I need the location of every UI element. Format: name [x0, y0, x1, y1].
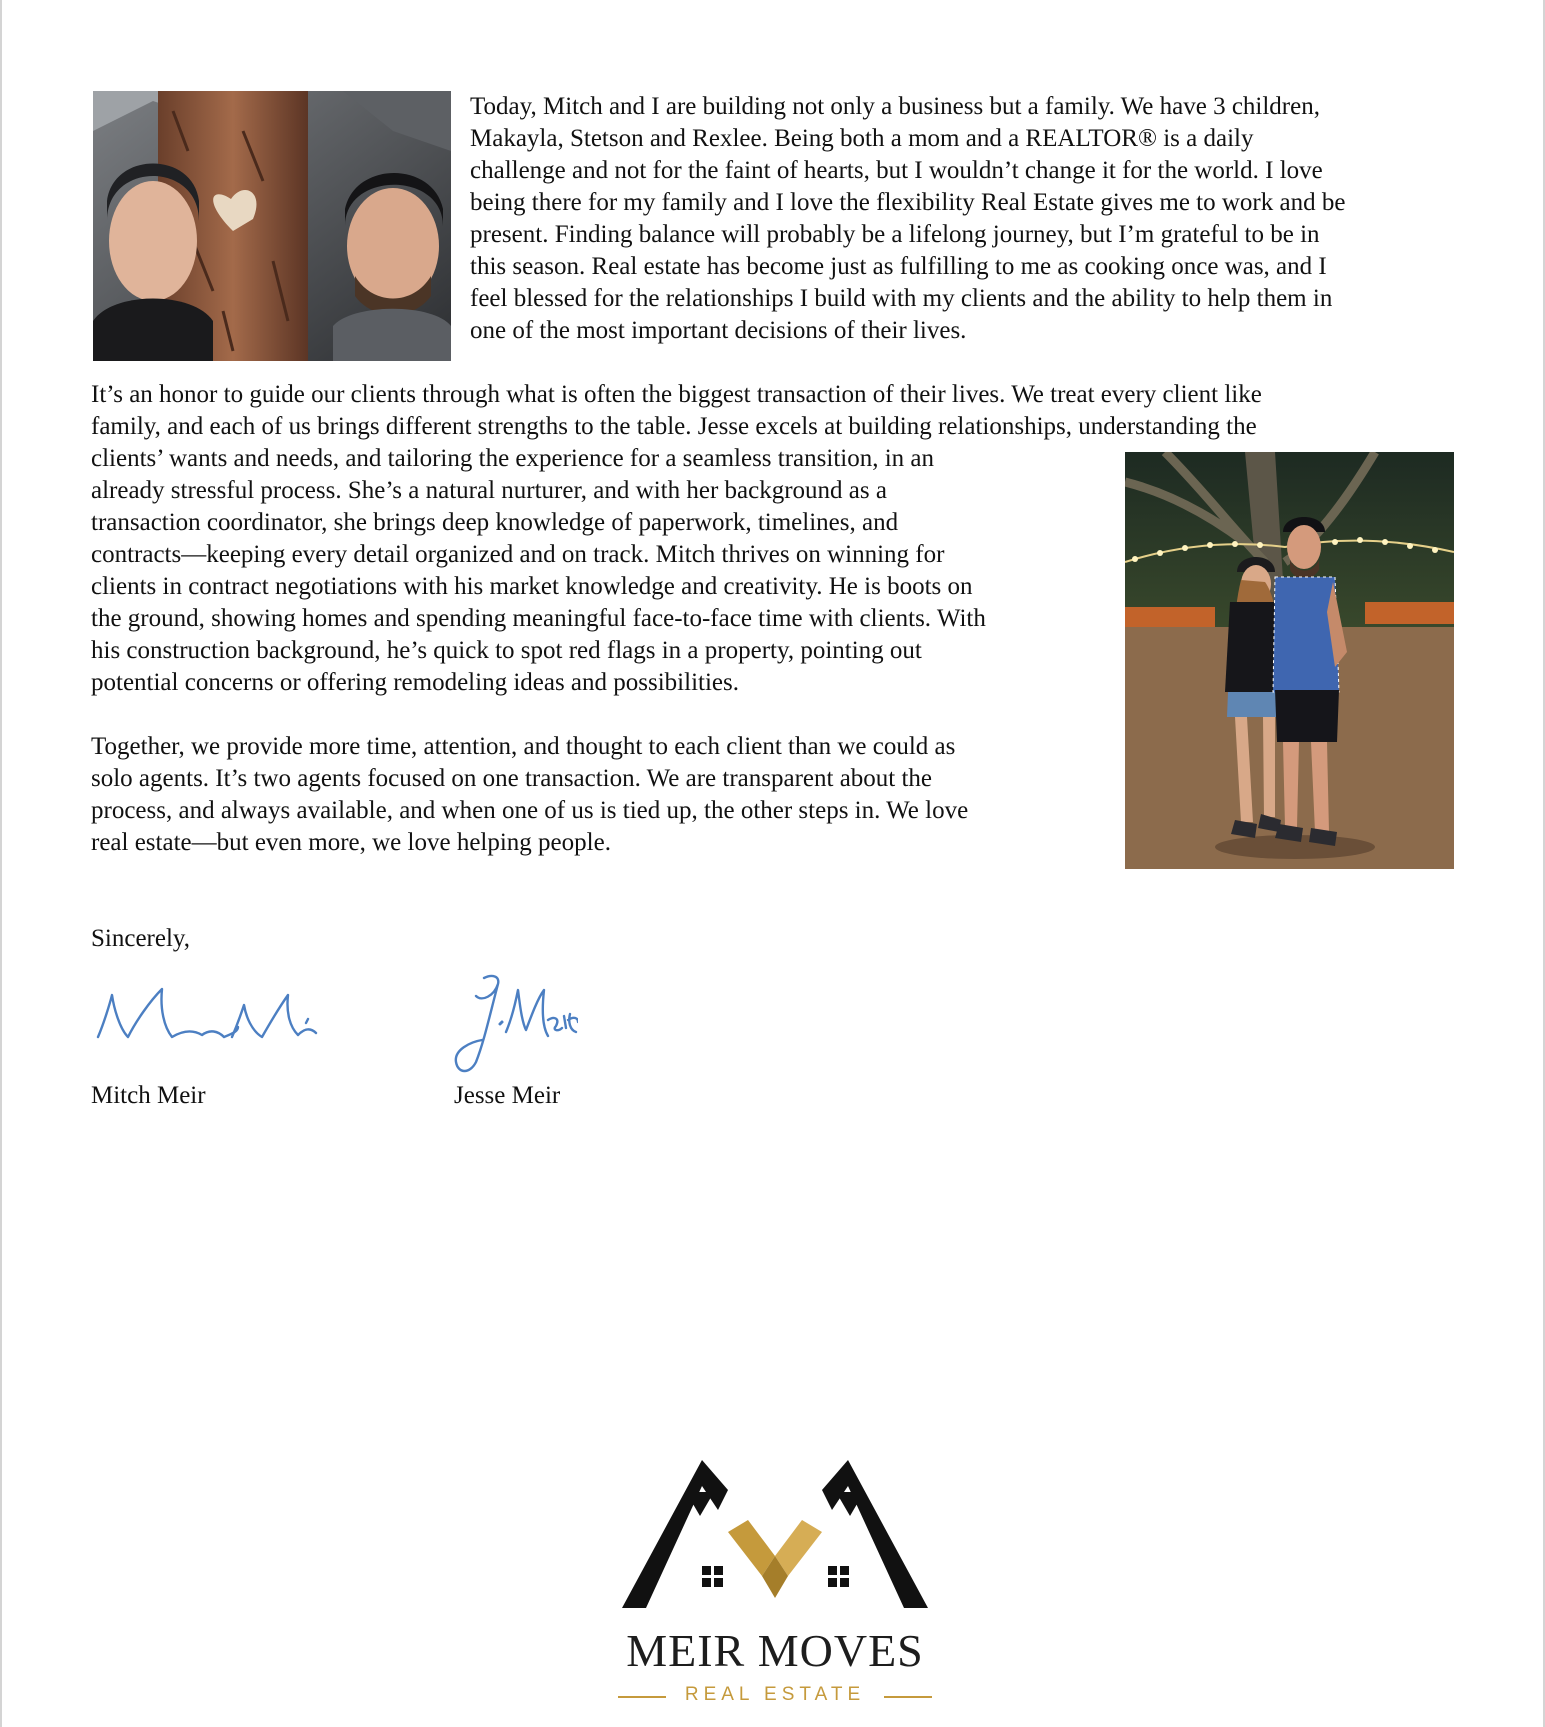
together-line: process, and always available, and when one of us is tied up, the other steps in. We love [91, 797, 969, 824]
couple-tree-photo [93, 91, 451, 361]
together-paragraph [91, 731, 968, 859]
honor-line: clients’ wants and needs, and tailoring the experience for a seamless transition, in an [91, 445, 935, 472]
mitch-signature [92, 975, 327, 1055]
intro-line: challenge and not for the faint of hearts, but I wouldn’t change it for the world. I love [470, 157, 1323, 184]
honor-line: family, and each of us brings different strengths to the table. Jesse excels at building relationships, understanding the [91, 413, 1257, 440]
honor-line: the ground, showing homes and spending meaningful face-to-face time with clients. With [91, 605, 986, 632]
honor-line: contracts—keeping every detail organized and on track. Mitch thrives on winning for [91, 541, 945, 568]
honor-line: It’s an honor to guide our clients through what is often the biggest transaction of their lives. We treat every client like [91, 381, 1262, 408]
honor-line: transaction coordinator, she brings deep knowledge of paperwork, timelines, and [91, 509, 899, 536]
honor-line: already stressful process. She’s a natural nurturer, and with her background as a [91, 477, 887, 504]
intro-line: one of the most important decisions of their lives. [470, 317, 967, 344]
signer-name-mitch: Mitch Meir [91, 1082, 206, 1109]
together-line: solo agents. It’s two agents focused on one transaction. We are transparent about the [91, 765, 933, 792]
together-line: real estate—but even more, we love helping people. [91, 829, 611, 856]
intro-line: being there for my family and I love the flexibility Real Estate gives me to work and be [470, 189, 1346, 216]
intro-line: Today, Mitch and I are building not only a business but a family. We have 3 children, [470, 93, 1320, 120]
intro-line: present. Finding balance will probably be a lifelong journey, but I’m grateful to be in [470, 221, 1320, 248]
couple-night-photo [1125, 452, 1454, 869]
closing-salutation: Sincerely, [91, 925, 191, 952]
logo-title: MEIR MOVES [626, 1625, 924, 1676]
logo-rule-right [884, 1696, 932, 1698]
together-line: Together, we provide more time, attention, and thought to each client than we could as [91, 733, 956, 760]
intro-line: feel blessed for the relationships I build with my clients and the ability to help them in [470, 285, 1333, 312]
intro-paragraph [470, 91, 1345, 347]
logo-mark [610, 1448, 940, 1628]
honor-line: clients in contract negotiations with his market knowledge and creativity. He is boots on [91, 573, 973, 600]
meir-moves-logo [610, 1448, 940, 1708]
signer-name-jesse: Jesse Meir [454, 1082, 561, 1109]
logo-subtitle: REAL ESTATE [684, 1684, 866, 1705]
honor-line: his construction background, he’s quick to spot red flags in a property, pointing out [91, 637, 922, 664]
intro-line: this season. Real estate has become just as fulfilling to me as cooking once was, and I [470, 253, 1327, 280]
page-edge-left [0, 0, 2, 1727]
honor-line: potential concerns or offering remodeling ideas and possibilities. [91, 669, 739, 696]
intro-line: Makayla, Stetson and Rexlee. Being both a mom and a REALTOR® is a daily [470, 125, 1254, 152]
jesse-signature [448, 970, 578, 1080]
honor-paragraph [91, 379, 1262, 699]
